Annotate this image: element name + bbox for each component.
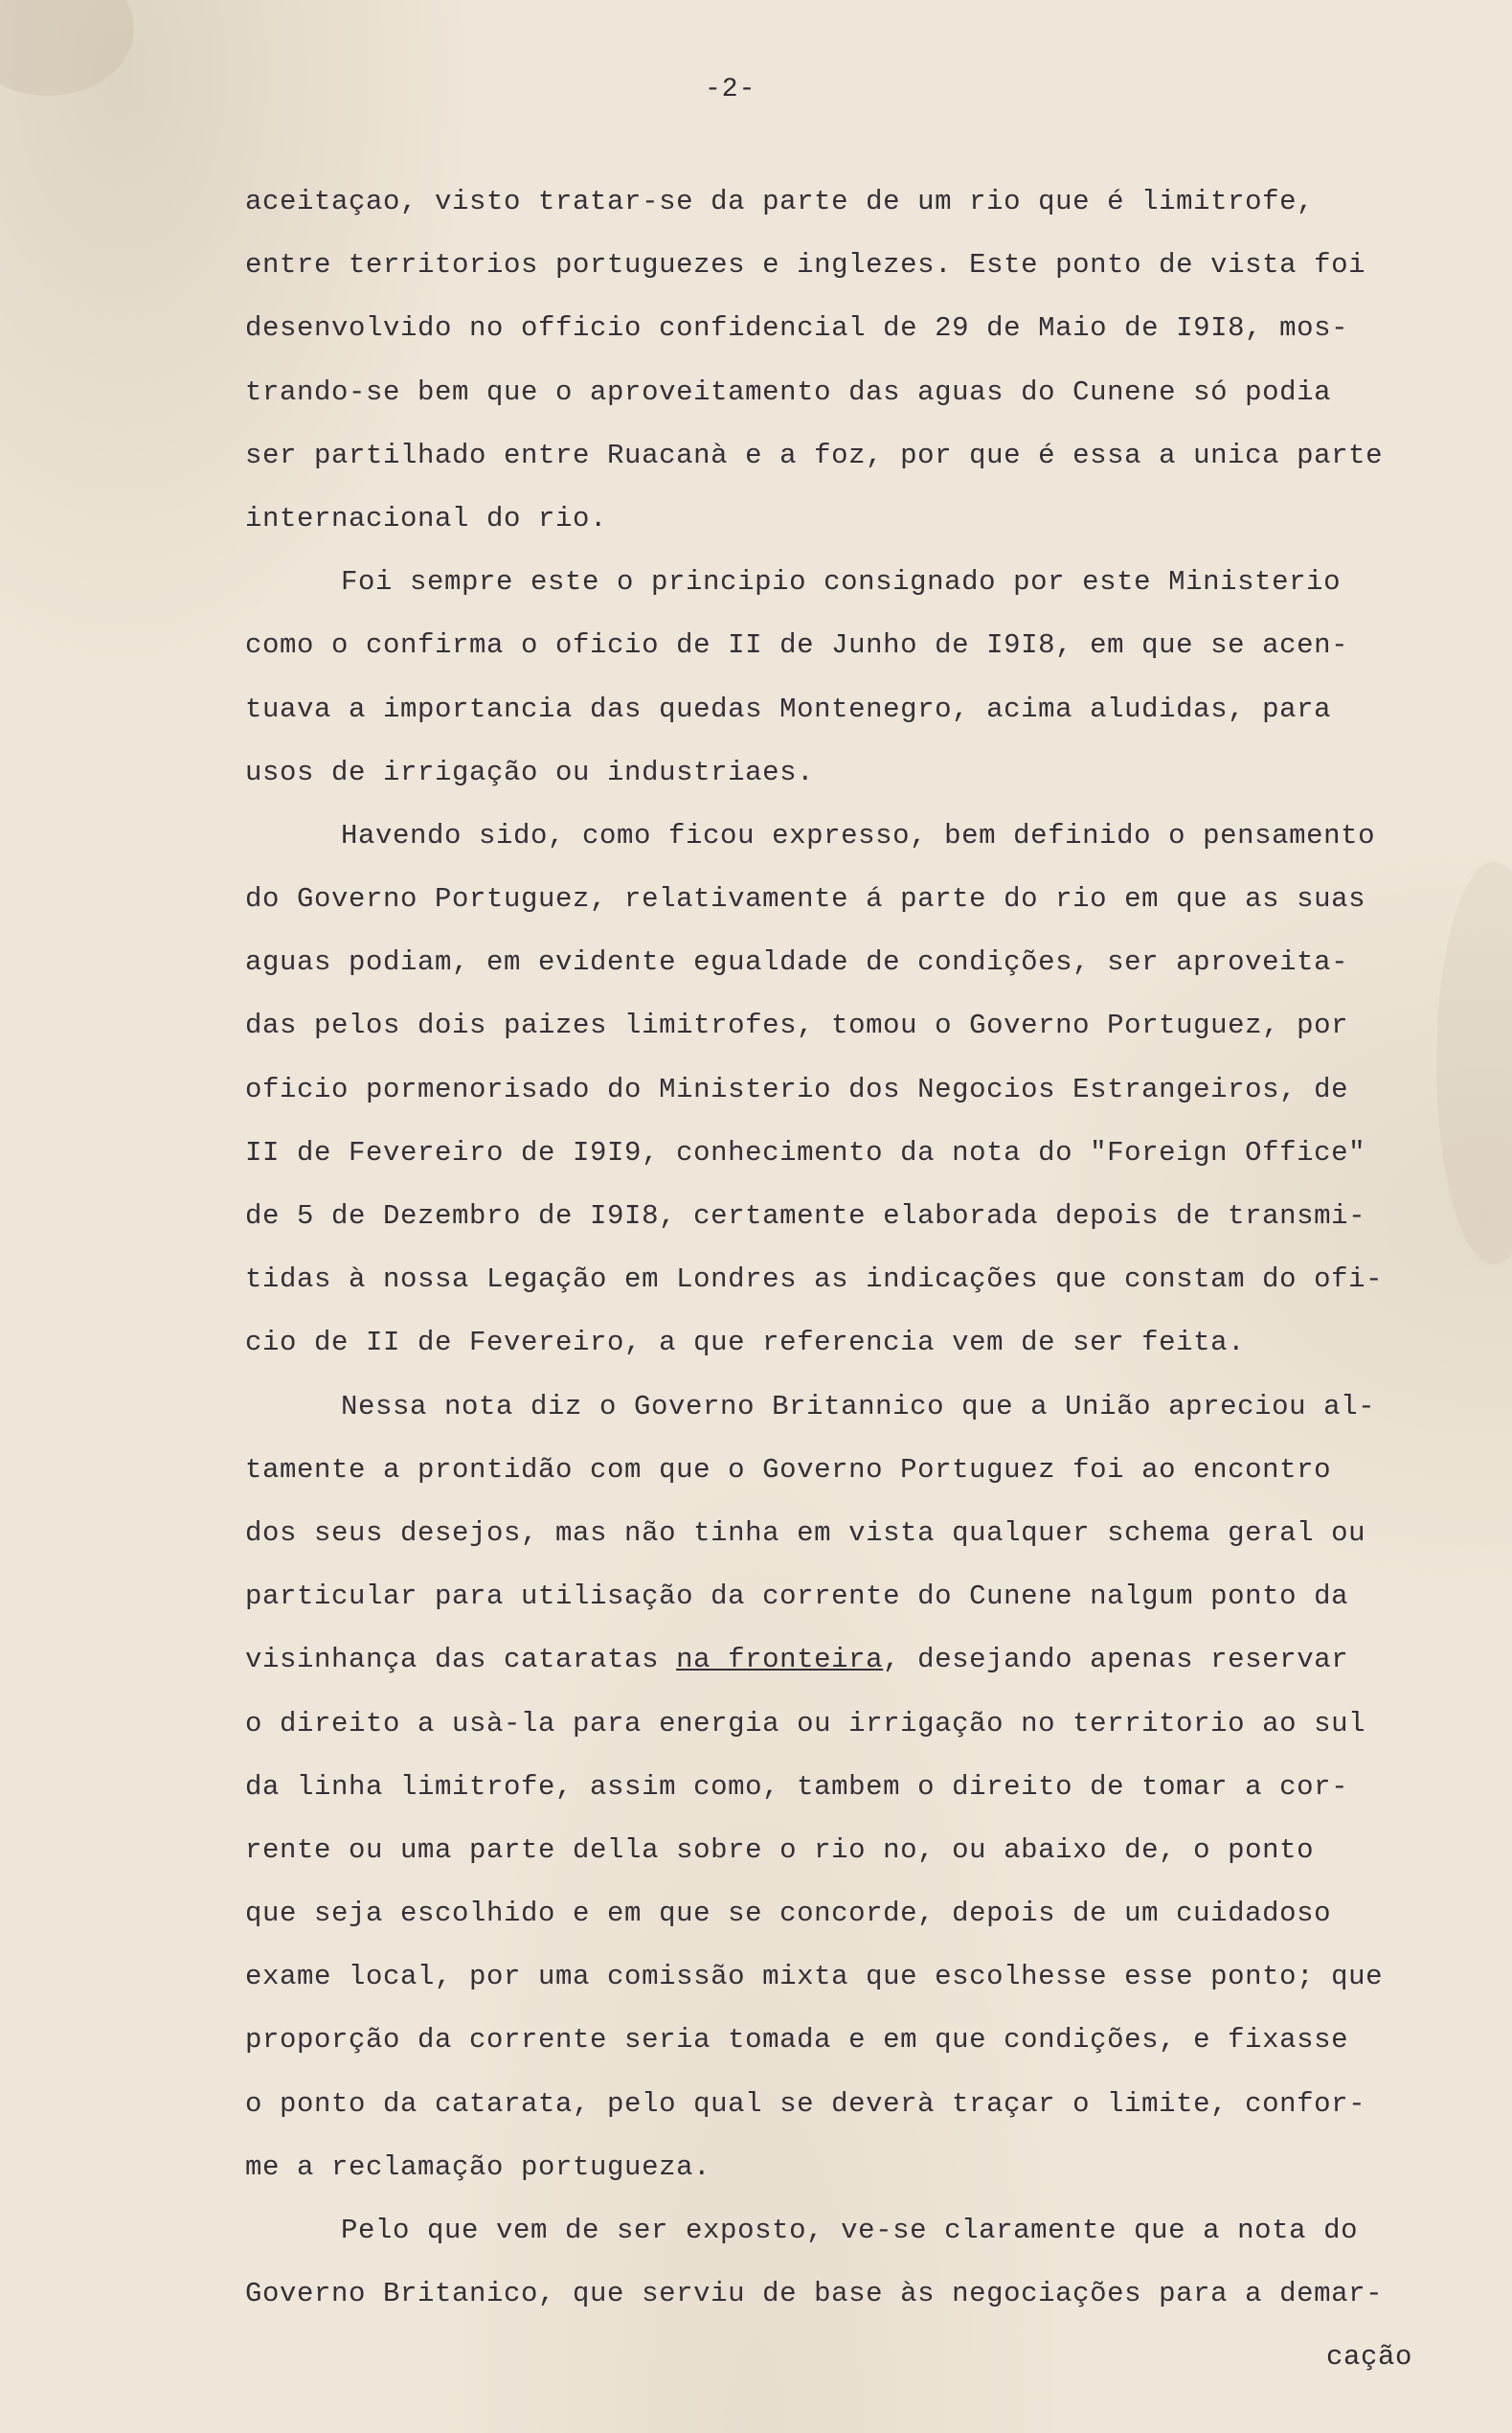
text-line: de 5 de Dezembro de I9I8, certamente elaborada depois de transmi-	[245, 1200, 1366, 1232]
text-line: Pelo que vem de ser exposto, ve-se claramente que a nota do	[341, 2215, 1359, 2246]
text-line: rente ou uma parte della sobre o rio no, ou abaixo de, o ponto	[245, 1833, 1315, 1866]
paper-stain	[0, 0, 134, 96]
text-line: aguas podiam, em evidente egualdade de condições, ser aproveita-	[245, 946, 1349, 979]
text-line: me a reclamação portugueza.	[245, 2150, 711, 2183]
text-line: do Governo Portuguez, relativamente á parte do rio em que as suas	[245, 883, 1366, 916]
text-line: tamente a prontidão com que o Governo Portuguez foi ao encontro	[245, 1453, 1332, 1486]
text-line: das pelos dois paizes limitrofes, tomou o Governo Portuguez, por	[245, 1010, 1349, 1042]
text-line: da linha limitrofe, assim como, tambem o direito de tomar a cor-	[245, 1770, 1349, 1803]
page-number: -2-	[705, 75, 756, 104]
text-line: Foi sempre este o principio consignado por este Ministerio	[341, 566, 1342, 599]
text-line: o ponto da catarata, pelo qual se deverà traçar o limite, confor-	[245, 2087, 1366, 2120]
text-line: dos seus desejos, mas não tinha em vista qualquer schema geral ou	[245, 1516, 1366, 1549]
text-line: Havendo sido, como ficou expresso, bem definido o pensamento	[341, 819, 1376, 852]
text-line: Nessa nota diz o Governo Britannico que a União apreciou al-	[341, 1390, 1376, 1422]
typewritten-body	[245, 171, 1490, 2326]
text-line: que seja escolhido e em que se concorde, depois de um cuidadoso	[245, 1898, 1332, 1930]
text-line: cio de II de Fevereiro, a que referencia vem de ser feita.	[245, 1327, 1246, 1359]
text-line: II de Fevereiro de I9I9, conhecimento da nota do "Foreign Office"	[245, 1136, 1366, 1169]
text-line: aceitaçao, visto tratar-se da parte de um rio que é limitrofe,	[245, 186, 1315, 217]
text-line: ser partilhado entre Ruacanà e a foz, por que é essa a unica parte	[245, 439, 1384, 471]
text-line: entre territorios portuguezes e inglezes. Este ponto de vista foi	[245, 249, 1366, 282]
text-line: trando-se bem que o aproveitamento das aguas do Cunene só podia	[245, 375, 1332, 408]
continuation-word: cação	[1326, 2341, 1413, 2373]
underlined-phrase: na fronteira	[676, 1644, 884, 1676]
text-line: tidas à nossa Legação em Londres as indicações que constam do ofi-	[245, 1263, 1384, 1296]
text-line: exame local, por uma comissão mixta que escolhesse esse ponto; que	[245, 1961, 1384, 1993]
text-line: como o confirma o oficio de II de Junho de I9I8, em que se acen-	[245, 629, 1349, 662]
text-line: particular para utilisação da corrente do Cunene nalgum ponto da	[245, 1580, 1349, 1613]
text-line: proporção da corrente seria tomada e em que condições, e fixasse	[245, 2024, 1349, 2057]
text-line: usos de irrigação ou industriaes.	[245, 756, 815, 788]
text-line: tuava a importancia das quedas Montenegro, acima aludidas, para	[245, 693, 1332, 725]
text-line: visinhança das cataratas na fronteira, desejando apenas reservar	[245, 1644, 1349, 1676]
text-line: desenvolvido no officio confidencial de 29 de Maio de I9I8, mos-	[245, 312, 1349, 345]
text-line: Governo Britanico, que serviu de base às negociações para a demar-	[245, 2278, 1384, 2310]
text-line: internacional do rio.	[245, 502, 608, 534]
text-line: o direito a usà-la para energia ou irrigação no territorio ao sul	[245, 1707, 1366, 1739]
text-line: oficio pormenorisado do Ministerio dos Negocios Estrangeiros, de	[245, 1073, 1349, 1105]
